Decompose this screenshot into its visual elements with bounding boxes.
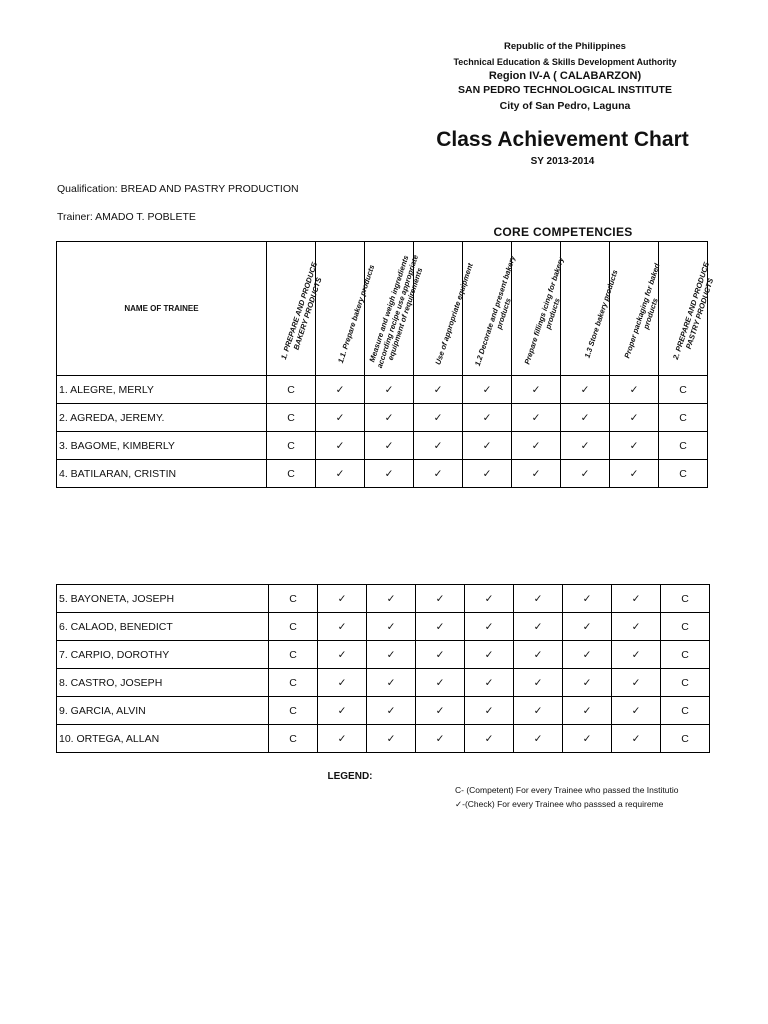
table-header-row (57, 242, 708, 376)
table-row (57, 460, 708, 488)
mark-cell: ✓ (610, 376, 659, 404)
mark-cell: ✓ (416, 697, 465, 725)
mark-cell: ✓ (365, 460, 414, 488)
competency-label: 1.1. Prepare bakery products (335, 263, 377, 364)
trainer-text: Trainer: AMADO T. POBLETE (57, 211, 196, 223)
mark-cell: ✓ (512, 432, 561, 460)
header-tesda: Technical Education & Skills Development Authority (453, 57, 677, 67)
page-title: Class Achievement Chart (436, 128, 689, 151)
mark-cell: ✓ (610, 432, 659, 460)
mark-cell: ✓ (318, 669, 367, 697)
mark-cell: ✓ (414, 376, 463, 404)
mark-cell: ✓ (512, 460, 561, 488)
table-row (57, 376, 708, 404)
mark-cell: C (269, 641, 318, 669)
mark-cell: ✓ (318, 613, 367, 641)
qualification-text: Qualification: BREAD AND PASTRY PRODUCTION (57, 183, 299, 195)
mark-cell: ✓ (465, 585, 514, 613)
competency-header (561, 242, 620, 376)
mark-cell: ✓ (514, 613, 563, 641)
legend-check-line: ✓-(Check) For every Trainee who passsed a requireme (455, 799, 664, 809)
mark-cell: C (267, 376, 316, 404)
mark-cell: ✓ (416, 725, 465, 753)
competency-header (512, 242, 566, 376)
mark-cell: ✓ (610, 404, 659, 432)
table-row (57, 725, 710, 753)
mark-cell: ✓ (465, 725, 514, 753)
mark-cell: ✓ (416, 585, 465, 613)
competency-label: Prepare fillings icing for bakery products (522, 256, 566, 366)
mark-cell: ✓ (367, 641, 416, 669)
mark-cell: ✓ (416, 641, 465, 669)
mark-cell: ✓ (563, 697, 612, 725)
mark-cell: ✓ (563, 669, 612, 697)
mark-cell: ✓ (367, 585, 416, 613)
competency-label: 1.2 Decorate and present bakery products (472, 254, 518, 368)
mark-cell: ✓ (316, 460, 365, 488)
competency-header (267, 242, 324, 376)
mark-cell: ✓ (514, 725, 563, 753)
trainee-name: 1. ALEGRE, MERLY (57, 376, 267, 404)
trainee-name: 5. BAYONETA, JOSEPH (57, 585, 269, 613)
mark-cell: C (269, 697, 318, 725)
competency-label: Measure and weigh ingredients according recipe use appropriate equipment of requirements (367, 253, 425, 369)
mark-cell: ✓ (561, 460, 610, 488)
mark-cell: ✓ (463, 404, 512, 432)
trainee-name: 10. ORTEGA, ALLAN (57, 725, 269, 753)
mark-cell: ✓ (612, 585, 661, 613)
mark-cell: ✓ (367, 725, 416, 753)
mark-cell: ✓ (465, 613, 514, 641)
mark-cell: ✓ (414, 460, 463, 488)
mark-cell: ✓ (512, 404, 561, 432)
mark-cell: ✓ (514, 697, 563, 725)
achievement-table-part2 (56, 584, 710, 753)
mark-cell: ✓ (563, 641, 612, 669)
mark-cell: ✓ (416, 669, 465, 697)
competency-header (316, 242, 377, 376)
trainee-name: 2. AGREDA, JEREMY. (57, 404, 267, 432)
competency-header (659, 242, 715, 376)
mark-cell: C (267, 432, 316, 460)
mark-cell: C (659, 432, 708, 460)
mark-cell: C (661, 697, 710, 725)
mark-cell: C (659, 404, 708, 432)
table-row (57, 613, 710, 641)
core-competencies-label: CORE COMPETENCIES (493, 225, 633, 239)
competency-label: 1. PREPARE AND PRODUCE BAKERY PRODUCTS (279, 261, 324, 361)
mark-cell: ✓ (365, 376, 414, 404)
mark-cell: ✓ (367, 697, 416, 725)
competency-label: Use of appropriate equipment (433, 261, 475, 366)
mark-cell: ✓ (367, 613, 416, 641)
table-row (57, 404, 708, 432)
mark-cell: ✓ (465, 697, 514, 725)
mark-cell: ✓ (514, 585, 563, 613)
mark-cell: C (269, 725, 318, 753)
mark-cell: C (661, 585, 710, 613)
mark-cell: ✓ (463, 460, 512, 488)
mark-cell: ✓ (514, 669, 563, 697)
competency-header (463, 242, 518, 376)
trainee-name: 3. BAGOME, KIMBERLY (57, 432, 267, 460)
table-row (57, 669, 710, 697)
mark-cell: C (267, 404, 316, 432)
trainee-name: 9. GARCIA, ALVIN (57, 697, 269, 725)
trainee-name: 8. CASTRO, JOSEPH (57, 669, 269, 697)
mark-cell: ✓ (512, 376, 561, 404)
name-of-trainee-header: NAME OF TRAINEE (57, 242, 267, 376)
mark-cell: ✓ (367, 669, 416, 697)
trainee-name: 4. BATILARAN, CRISTIN (57, 460, 267, 488)
mark-cell: ✓ (465, 641, 514, 669)
mark-cell: ✓ (612, 725, 661, 753)
mark-cell: C (661, 725, 710, 753)
mark-cell: C (661, 669, 710, 697)
mark-cell: ✓ (316, 432, 365, 460)
mark-cell: C (661, 641, 710, 669)
achievement-table-part1 (56, 241, 715, 488)
mark-cell: C (269, 613, 318, 641)
competency-label: 1.3 Store bakery products (582, 268, 620, 359)
mark-cell: ✓ (316, 404, 365, 432)
trainee-name: 7. CARPIO, DOROTHY (57, 641, 269, 669)
mark-cell: ✓ (414, 404, 463, 432)
mark-cell: C (267, 460, 316, 488)
trainee-name: 6. CALAOD, BENEDICT (57, 613, 269, 641)
mark-cell: C (269, 585, 318, 613)
mark-cell: C (659, 460, 708, 488)
header-institute: SAN PEDRO TECHNOLOGICAL INSTITUTE (458, 84, 672, 96)
legend-competent-line: C- (Competent) For every Trainee who passed the Institutio (455, 785, 679, 795)
mark-cell: ✓ (514, 641, 563, 669)
mark-cell: ✓ (365, 432, 414, 460)
mark-cell: ✓ (318, 585, 367, 613)
mark-cell: ✓ (612, 613, 661, 641)
mark-cell: ✓ (612, 641, 661, 669)
mark-cell: C (269, 669, 318, 697)
mark-cell: ✓ (561, 432, 610, 460)
mark-cell: ✓ (612, 697, 661, 725)
competency-label: Proper packaging for baked products (622, 262, 662, 360)
mark-cell: ✓ (316, 376, 365, 404)
mark-cell: ✓ (563, 613, 612, 641)
mark-cell: ✓ (561, 404, 610, 432)
header-region: Region IV-A ( CALABARZON) (488, 70, 642, 82)
table-row (57, 697, 710, 725)
mark-cell: ✓ (463, 432, 512, 460)
mark-cell: ✓ (563, 725, 612, 753)
table-row (57, 432, 708, 460)
mark-cell: ✓ (612, 669, 661, 697)
mark-cell: ✓ (465, 669, 514, 697)
competency-header (365, 242, 425, 376)
competency-header (414, 242, 475, 376)
mark-cell: ✓ (416, 613, 465, 641)
competency-header (610, 242, 662, 376)
school-year: SY 2013-2014 (530, 156, 595, 167)
mark-cell: ✓ (561, 376, 610, 404)
mark-cell: ✓ (318, 697, 367, 725)
table-row (57, 585, 710, 613)
table-row (57, 641, 710, 669)
mark-cell: ✓ (463, 376, 512, 404)
mark-cell: ✓ (610, 460, 659, 488)
mark-cell: ✓ (365, 404, 414, 432)
mark-cell: ✓ (318, 725, 367, 753)
mark-cell: ✓ (414, 432, 463, 460)
mark-cell: C (661, 613, 710, 641)
mark-cell: C (659, 376, 708, 404)
header-republic: Republic of the Philippines (504, 41, 626, 52)
competency-label: 2. PREPARE AND PRODUCE PASTRY PRODUCTS (671, 261, 715, 361)
header-city: City of San Pedro, Laguna (499, 100, 631, 112)
mark-cell: ✓ (563, 585, 612, 613)
mark-cell: ✓ (318, 641, 367, 669)
legend-title: LEGEND: (327, 771, 373, 782)
